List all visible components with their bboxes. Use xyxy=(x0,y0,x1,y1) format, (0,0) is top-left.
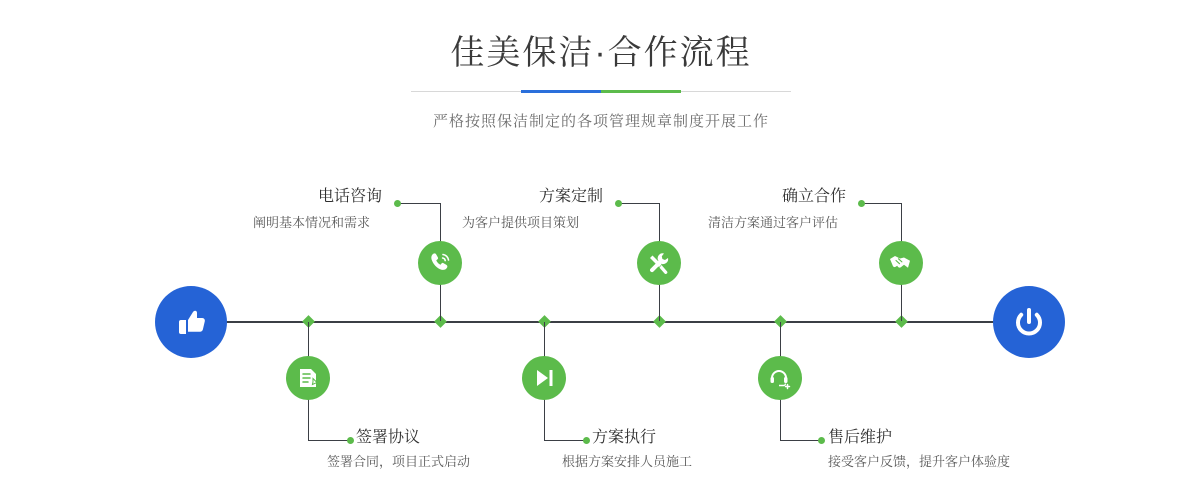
connector-horizontal xyxy=(308,440,350,441)
divider-accent-green xyxy=(601,90,681,93)
timeline-axis xyxy=(157,321,1045,323)
connector-horizontal xyxy=(861,203,901,204)
connector-dot xyxy=(818,437,825,444)
step-desc-after-sales: 接受客户反馈，提升客户体验度 xyxy=(828,454,1011,469)
connector-dot xyxy=(583,437,590,444)
connector-horizontal xyxy=(397,203,440,204)
tools-icon xyxy=(646,250,672,276)
page-title: 佳美保洁·合作流程 xyxy=(450,34,752,72)
connector-dot xyxy=(615,200,622,207)
step-title-plan-customization: 方案定制 xyxy=(539,188,604,205)
step-icon-after-sales[interactable] xyxy=(758,356,802,400)
thumbs-up-icon xyxy=(172,303,210,341)
step-desc-plan-execution: 根据方案安排人员施工 xyxy=(562,454,693,469)
step-desc-sign-agreement: 签署合同，项目正式启动 xyxy=(327,454,471,469)
connector-horizontal xyxy=(780,440,820,441)
page-subtitle: 严格按照保洁制定的各项管理规章制度开展工作 xyxy=(432,113,769,130)
play-next-icon xyxy=(532,366,556,390)
timeline-start-node xyxy=(155,286,227,358)
step-title-establish-cooperation: 确立合作 xyxy=(782,188,847,205)
step-icon-plan-customization[interactable] xyxy=(637,241,681,285)
document-edit-icon xyxy=(296,366,320,390)
step-title-plan-execution: 方案执行 xyxy=(592,429,657,446)
handshake-icon xyxy=(888,250,914,276)
connector-dot xyxy=(394,200,401,207)
support-agent-icon xyxy=(768,366,792,390)
step-icon-plan-execution[interactable] xyxy=(522,356,566,400)
step-desc-establish-cooperation: 清洁方案通过客户评估 xyxy=(708,215,839,230)
header xyxy=(0,30,1202,131)
step-title-phone-consult: 电话咨询 xyxy=(318,188,383,205)
step-title-after-sales: 售后维护 xyxy=(828,429,893,446)
step-icon-sign-agreement[interactable] xyxy=(286,356,330,400)
connector-dot xyxy=(858,200,865,207)
power-icon xyxy=(1010,303,1048,341)
step-desc-plan-customization: 为客户提供项目策划 xyxy=(462,215,580,230)
step-icon-establish-cooperation[interactable] xyxy=(879,241,923,285)
step-desc-phone-consult: 阐明基本情况和需求 xyxy=(253,215,371,230)
timeline-end-node xyxy=(993,286,1065,358)
divider-accent-blue xyxy=(521,90,601,93)
title-divider xyxy=(411,86,791,98)
phone-call-icon xyxy=(427,250,453,276)
step-icon-phone-consult[interactable] xyxy=(418,241,462,285)
connector-dot xyxy=(347,437,354,444)
connector-horizontal xyxy=(618,203,659,204)
step-title-sign-agreement: 签署协议 xyxy=(356,429,421,446)
connector-horizontal xyxy=(544,440,585,441)
